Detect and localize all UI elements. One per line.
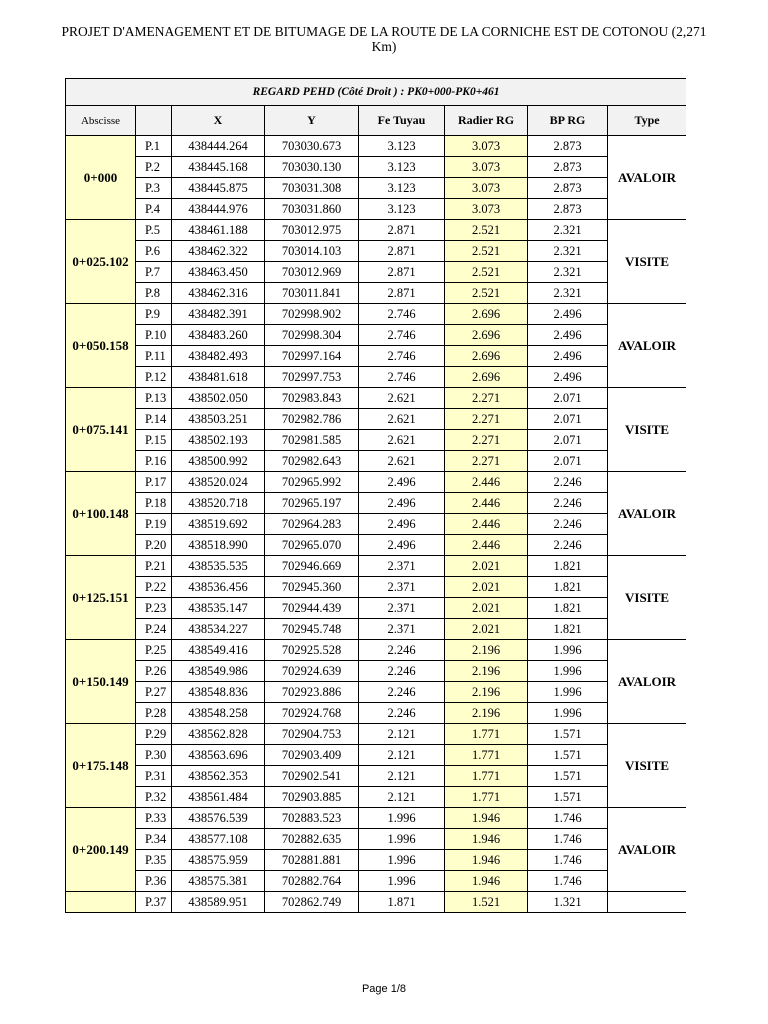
y-cell: 703031.308 [265,178,359,199]
point-cell: P.12 [136,367,172,388]
point-cell: P.8 [136,283,172,304]
bp-rg-cell: 1.821 [528,619,608,640]
radier-rg-cell: 1.771 [445,745,528,766]
point-cell: P.4 [136,199,172,220]
bp-rg-cell: 2.873 [528,199,608,220]
y-cell: 702862.749 [265,892,359,913]
table-row [66,787,687,808]
table-row [66,892,687,913]
fe-tuyau-cell: 2.621 [359,388,445,409]
y-cell: 703012.975 [265,220,359,241]
y-cell: 702945.748 [265,619,359,640]
table-row [66,556,687,577]
bp-rg-cell: 2.071 [528,409,608,430]
x-cell: 438562.353 [172,766,265,787]
fe-tuyau-cell: 2.121 [359,724,445,745]
bp-rg-cell: 1.821 [528,598,608,619]
abscisse-cell: 0+000 [66,136,136,220]
header-type: Type [608,106,687,136]
x-cell: 438577.108 [172,829,265,850]
table-row [66,514,687,535]
radier-rg-cell: 2.021 [445,598,528,619]
y-cell: 702903.885 [265,787,359,808]
table-row [66,472,687,493]
type-cell: VISITE [608,388,687,472]
fe-tuyau-cell: 2.746 [359,367,445,388]
table-row [66,346,687,367]
type-cell: AVALOIR [608,136,687,220]
document-title: PROJET D'AMENAGEMENT ET DE BITUMAGE DE LA ROUTE DE LA CORNICHE EST DE COTONOU (2,271 Km) [61,24,707,54]
table-row [66,766,687,787]
bp-rg-cell: 1.571 [528,724,608,745]
point-cell: P.28 [136,703,172,724]
point-cell: P.2 [136,157,172,178]
x-cell: 438520.718 [172,493,265,514]
radier-rg-cell: 2.271 [445,451,528,472]
header-abscisse: Abscisse [66,106,136,136]
bp-rg-cell: 1.746 [528,829,608,850]
fe-tuyau-cell: 2.871 [359,220,445,241]
regard-table [65,78,686,913]
fe-tuyau-cell: 1.996 [359,850,445,871]
point-cell: P.9 [136,304,172,325]
point-cell: P.1 [136,136,172,157]
bp-rg-cell: 1.821 [528,556,608,577]
bp-rg-cell: 2.246 [528,514,608,535]
radier-rg-cell: 2.271 [445,388,528,409]
table-row [66,724,687,745]
table-row [66,850,687,871]
y-cell: 702997.753 [265,367,359,388]
radier-rg-cell: 2.196 [445,682,528,703]
fe-tuyau-cell: 2.496 [359,514,445,535]
fe-tuyau-cell: 2.246 [359,640,445,661]
table-row [66,745,687,766]
y-cell: 702882.764 [265,871,359,892]
radier-rg-cell: 3.073 [445,136,528,157]
y-cell: 702904.753 [265,724,359,745]
table-caption: REGARD PEHD (Côté Droit ) : PK0+000-PK0+461 [66,79,687,106]
bp-rg-cell: 2.873 [528,178,608,199]
radier-rg-cell: 2.521 [445,262,528,283]
x-cell: 438549.986 [172,661,265,682]
y-cell: 702998.902 [265,304,359,325]
y-cell: 702903.409 [265,745,359,766]
fe-tuyau-cell: 2.371 [359,556,445,577]
radier-rg-cell: 2.021 [445,556,528,577]
x-cell: 438445.875 [172,178,265,199]
bp-rg-cell: 2.321 [528,220,608,241]
fe-tuyau-cell: 2.621 [359,430,445,451]
y-cell: 702946.669 [265,556,359,577]
table-row [66,430,687,451]
x-cell: 438462.322 [172,241,265,262]
point-cell: P.14 [136,409,172,430]
radier-rg-cell: 2.446 [445,535,528,556]
table-row [66,199,687,220]
y-cell: 702902.541 [265,766,359,787]
bp-rg-cell: 2.071 [528,451,608,472]
header-bp-rg: BP RG [528,106,608,136]
table-row [66,577,687,598]
x-cell: 438445.168 [172,157,265,178]
point-cell: P.22 [136,577,172,598]
fe-tuyau-cell: 2.621 [359,409,445,430]
radier-rg-cell: 2.196 [445,703,528,724]
y-cell: 702965.197 [265,493,359,514]
x-cell: 438520.024 [172,472,265,493]
bp-rg-cell: 2.321 [528,262,608,283]
point-cell: P.5 [136,220,172,241]
bp-rg-cell: 1.996 [528,661,608,682]
table-container [65,78,686,940]
point-cell: P.36 [136,871,172,892]
x-cell: 438562.828 [172,724,265,745]
point-cell: P.7 [136,262,172,283]
fe-tuyau-cell: 1.871 [359,892,445,913]
y-cell: 702997.164 [265,346,359,367]
radier-rg-cell: 2.021 [445,577,528,598]
point-cell: P.6 [136,241,172,262]
abscisse-cell: 0+025.102 [66,220,136,304]
header-x: X [172,106,265,136]
bp-rg-cell: 1.321 [528,892,608,913]
fe-tuyau-cell: 3.123 [359,136,445,157]
x-cell: 438536.456 [172,577,265,598]
x-cell: 438502.193 [172,430,265,451]
type-cell: AVALOIR [608,304,687,388]
page-number: Page 1/8 [361,983,407,995]
bp-rg-cell: 1.746 [528,871,608,892]
table-row [66,304,687,325]
table-row [66,661,687,682]
abscisse-cell [66,892,136,913]
bp-rg-cell: 2.246 [528,535,608,556]
table-row [66,388,687,409]
bp-rg-cell: 1.746 [528,850,608,871]
table-row [66,682,687,703]
point-cell: P.31 [136,766,172,787]
header-row [66,106,687,136]
radier-rg-cell: 3.073 [445,157,528,178]
bp-rg-cell: 2.496 [528,346,608,367]
point-cell: P.25 [136,640,172,661]
point-cell: P.29 [136,724,172,745]
y-cell: 702982.786 [265,409,359,430]
y-cell: 702965.992 [265,472,359,493]
fe-tuyau-cell: 2.371 [359,619,445,640]
abscisse-cell: 0+050.158 [66,304,136,388]
x-cell: 438482.493 [172,346,265,367]
table-row [66,829,687,850]
bp-rg-cell: 2.873 [528,157,608,178]
bp-rg-cell: 2.496 [528,367,608,388]
fe-tuyau-cell: 2.746 [359,304,445,325]
fe-tuyau-cell: 2.746 [359,346,445,367]
fe-tuyau-cell: 2.371 [359,577,445,598]
point-cell: P.20 [136,535,172,556]
y-cell: 702924.768 [265,703,359,724]
table-row [66,619,687,640]
point-cell: P.27 [136,682,172,703]
point-cell: P.16 [136,451,172,472]
x-cell: 438500.992 [172,451,265,472]
x-cell: 438482.391 [172,304,265,325]
y-cell: 703030.673 [265,136,359,157]
table-row [66,871,687,892]
fe-tuyau-cell: 2.746 [359,325,445,346]
fe-tuyau-cell: 1.996 [359,829,445,850]
bp-rg-cell: 1.571 [528,766,608,787]
point-cell: P.21 [136,556,172,577]
x-cell: 438463.450 [172,262,265,283]
abscisse-cell: 0+200.149 [66,808,136,892]
fe-tuyau-cell: 2.621 [359,451,445,472]
bp-rg-cell: 2.496 [528,304,608,325]
bp-rg-cell: 2.071 [528,430,608,451]
radier-rg-cell: 2.696 [445,346,528,367]
point-cell: P.17 [136,472,172,493]
x-cell: 438563.696 [172,745,265,766]
radier-rg-cell: 1.946 [445,850,528,871]
fe-tuyau-cell: 2.246 [359,703,445,724]
fe-tuyau-cell: 2.871 [359,283,445,304]
y-cell: 702981.585 [265,430,359,451]
point-cell: P.11 [136,346,172,367]
fe-tuyau-cell: 2.871 [359,241,445,262]
bp-rg-cell: 2.246 [528,472,608,493]
point-cell: P.23 [136,598,172,619]
y-cell: 702882.635 [265,829,359,850]
radier-rg-cell: 3.073 [445,178,528,199]
x-cell: 438575.381 [172,871,265,892]
x-cell: 438534.227 [172,619,265,640]
radier-rg-cell: 1.946 [445,829,528,850]
bp-rg-cell: 2.071 [528,388,608,409]
y-cell: 702998.304 [265,325,359,346]
fe-tuyau-cell: 2.871 [359,262,445,283]
type-cell: AVALOIR [608,472,687,556]
radier-rg-cell: 2.271 [445,430,528,451]
point-cell: P.3 [136,178,172,199]
x-cell: 438576.539 [172,808,265,829]
bp-rg-cell: 1.821 [528,577,608,598]
x-cell: 438589.951 [172,892,265,913]
table-row [66,220,687,241]
x-cell: 438535.147 [172,598,265,619]
table-row [66,409,687,430]
y-cell: 702923.886 [265,682,359,703]
table-row [66,241,687,262]
table-row [66,262,687,283]
y-cell: 702925.528 [265,640,359,661]
type-cell: VISITE [608,220,687,304]
type-cell [608,892,687,913]
x-cell: 438519.692 [172,514,265,535]
bp-rg-cell: 2.496 [528,325,608,346]
header-point [136,106,172,136]
table-row [66,325,687,346]
radier-rg-cell: 1.771 [445,766,528,787]
point-cell: P.18 [136,493,172,514]
bp-rg-cell: 1.996 [528,640,608,661]
point-cell: P.19 [136,514,172,535]
x-cell: 438561.484 [172,787,265,808]
y-cell: 703012.969 [265,262,359,283]
y-cell: 702924.639 [265,661,359,682]
radier-rg-cell: 1.771 [445,724,528,745]
x-cell: 438444.264 [172,136,265,157]
y-cell: 703030.130 [265,157,359,178]
radier-rg-cell: 2.696 [445,325,528,346]
fe-tuyau-cell: 3.123 [359,157,445,178]
y-cell: 703011.841 [265,283,359,304]
x-cell: 438575.959 [172,850,265,871]
x-cell: 438462.316 [172,283,265,304]
x-cell: 438502.050 [172,388,265,409]
y-cell: 702983.843 [265,388,359,409]
fe-tuyau-cell: 2.496 [359,472,445,493]
table-row [66,136,687,157]
x-cell: 438548.258 [172,703,265,724]
x-cell: 438549.416 [172,640,265,661]
radier-rg-cell: 2.696 [445,304,528,325]
y-cell: 702965.070 [265,535,359,556]
fe-tuyau-cell: 2.121 [359,766,445,787]
type-cell: VISITE [608,556,687,640]
x-cell: 438503.251 [172,409,265,430]
type-cell: AVALOIR [608,640,687,724]
bp-rg-cell: 1.571 [528,787,608,808]
y-cell: 703014.103 [265,241,359,262]
x-cell: 438444.976 [172,199,265,220]
radier-rg-cell: 3.073 [445,199,528,220]
y-cell: 702944.439 [265,598,359,619]
x-cell: 438483.260 [172,325,265,346]
table-row [66,283,687,304]
table-row [66,178,687,199]
point-cell: P.32 [136,787,172,808]
bp-rg-cell: 1.571 [528,745,608,766]
header-y: Y [265,106,359,136]
bp-rg-cell: 2.321 [528,241,608,262]
x-cell: 438535.535 [172,556,265,577]
radier-rg-cell: 1.521 [445,892,528,913]
table-row [66,367,687,388]
fe-tuyau-cell: 2.246 [359,682,445,703]
y-cell: 703031.860 [265,199,359,220]
point-cell: P.13 [136,388,172,409]
table-row [66,808,687,829]
header-radier-rg: Radier RG [445,106,528,136]
table-row [66,493,687,514]
radier-rg-cell: 2.021 [445,619,528,640]
abscisse-cell: 0+150.149 [66,640,136,724]
fe-tuyau-cell: 1.996 [359,871,445,892]
radier-rg-cell: 2.271 [445,409,528,430]
fe-tuyau-cell: 2.371 [359,598,445,619]
radier-rg-cell: 2.521 [445,283,528,304]
radier-rg-cell: 2.521 [445,241,528,262]
bp-rg-cell: 2.321 [528,283,608,304]
point-cell: P.34 [136,829,172,850]
point-cell: P.24 [136,619,172,640]
x-cell: 438481.618 [172,367,265,388]
bp-rg-cell: 1.996 [528,682,608,703]
radier-rg-cell: 2.696 [445,367,528,388]
x-cell: 438461.188 [172,220,265,241]
y-cell: 702883.523 [265,808,359,829]
point-cell: P.35 [136,850,172,871]
radier-rg-cell: 2.196 [445,661,528,682]
x-cell: 438518.990 [172,535,265,556]
y-cell: 702881.881 [265,850,359,871]
bp-rg-cell: 1.746 [528,808,608,829]
point-cell: P.37 [136,892,172,913]
x-cell: 438548.836 [172,682,265,703]
radier-rg-cell: 2.446 [445,514,528,535]
fe-tuyau-cell: 2.496 [359,493,445,514]
table-row [66,157,687,178]
fe-tuyau-cell: 3.123 [359,199,445,220]
bp-rg-cell: 1.996 [528,703,608,724]
table-row [66,535,687,556]
abscisse-cell: 0+075.141 [66,388,136,472]
fe-tuyau-cell: 3.123 [359,178,445,199]
table-row [66,703,687,724]
fe-tuyau-cell: 1.996 [359,808,445,829]
fe-tuyau-cell: 2.496 [359,535,445,556]
radier-rg-cell: 1.771 [445,787,528,808]
y-cell: 702945.360 [265,577,359,598]
table-row [66,598,687,619]
radier-rg-cell: 2.196 [445,640,528,661]
abscisse-cell: 0+125.151 [66,556,136,640]
radier-rg-cell: 1.946 [445,808,528,829]
header-fe-tuyau: Fe Tuyau [359,106,445,136]
point-cell: P.10 [136,325,172,346]
radier-rg-cell: 2.446 [445,493,528,514]
fe-tuyau-cell: 2.121 [359,745,445,766]
y-cell: 702964.283 [265,514,359,535]
radier-rg-cell: 2.521 [445,220,528,241]
radier-rg-cell: 2.446 [445,472,528,493]
point-cell: P.15 [136,430,172,451]
fe-tuyau-cell: 2.246 [359,661,445,682]
bp-rg-cell: 2.873 [528,136,608,157]
point-cell: P.33 [136,808,172,829]
radier-rg-cell: 1.946 [445,871,528,892]
bp-rg-cell: 2.246 [528,493,608,514]
fe-tuyau-cell: 2.121 [359,787,445,808]
table-row [66,451,687,472]
type-cell: AVALOIR [608,808,687,892]
table-row [66,640,687,661]
point-cell: P.30 [136,745,172,766]
type-cell: VISITE [608,724,687,808]
y-cell: 702982.643 [265,451,359,472]
point-cell: P.26 [136,661,172,682]
abscisse-cell: 0+175.148 [66,724,136,808]
abscisse-cell: 0+100.148 [66,472,136,556]
